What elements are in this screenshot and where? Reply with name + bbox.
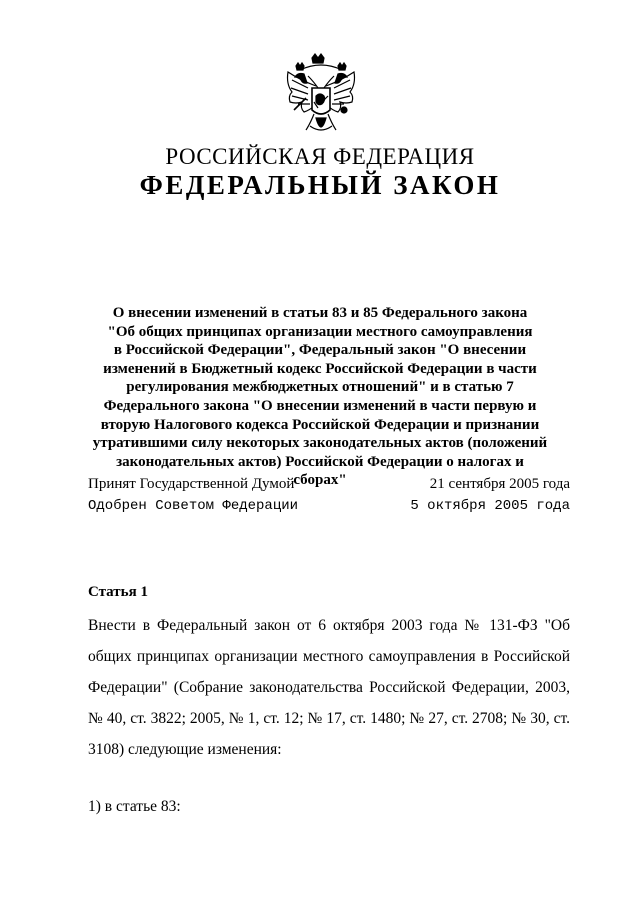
law-title-line: Федерального закона "О внесении изменений в части первую и [103,397,537,414]
law-title-line: О внесении изменений в статьи 83 и 85 Федерального закона [112,305,528,321]
country-name: РОССИЙСКАЯ ФЕДЕРАЦИЯ [165,144,475,169]
adoption-label: Одобрен Советом Федерации [88,498,299,514]
article-text: Внести в Федеральный закон от 6 октября 2003 года № 131-ФЗ "Об общих принципах организации местного самоуправления в Российской Федерации" (Собрание законодательства Российской Федерации, 2003, № 40, ст. 3822; 2005, № 1, ст. 12; № 17, ст. 1480; № 27, ст. 2708; № 30, ст. 3108) следующие изменения: [88,617,570,758]
law-title-line: регулирования межбюджетных отношений" и в статью 7 [126,379,514,396]
law-title-line: вторую Налогового кодекса Российской Федерации и признании [100,416,540,433]
law-title-line: утратившими силу некоторых законодательных актов (положений [92,435,548,452]
law-title-line: изменений в Бюджетный кодекс Российской Федерации в части [103,360,537,377]
adoption-label: Принят Государственной Думой [88,476,295,492]
adoption-date: 21 сентября 2005 года [429,476,570,492]
document-type: ФЕДЕРАЛЬНЫЙ ЗАКОН [139,170,501,200]
russian-coat-of-arms-icon [282,52,360,138]
article-heading: Статья 1 [88,584,148,600]
article-item: 1) в статье 83: [88,798,181,815]
law-title [88,304,552,490]
law-title-line: "Об общих принципах организации местного самоуправления [107,323,533,340]
adoption-federation-council [88,498,570,518]
adoption-duma [88,476,570,496]
law-title-line: законодательных актов) Российской Федерации о налогах и сборах" [116,453,524,489]
article-body [88,610,570,765]
law-title-line: в Российской Федерации", Федеральный закон "О внесении [113,342,527,359]
adoption-date: 5 октября 2005 года [410,498,570,514]
